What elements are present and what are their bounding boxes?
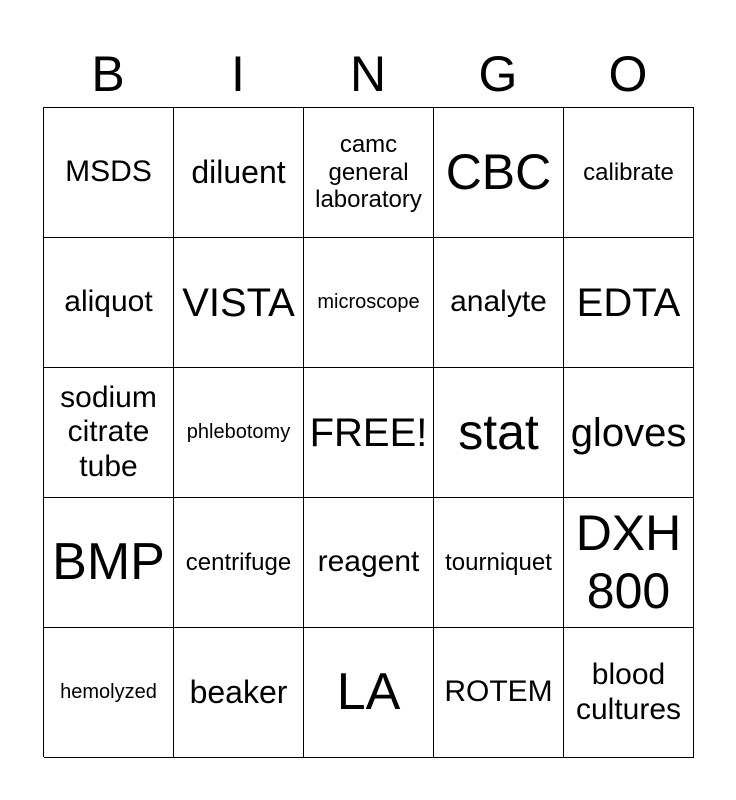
bingo-cell[interactable]: [174, 628, 304, 758]
bingo-cell[interactable]: [44, 108, 174, 238]
bingo-cell[interactable]: [304, 238, 434, 368]
bingo-cell[interactable]: [434, 108, 564, 238]
cell-label: tourniquet: [445, 548, 552, 576]
bingo-cell[interactable]: [304, 498, 434, 628]
cell-label: gloves: [570, 410, 687, 455]
cell-label: calibrate: [583, 158, 674, 186]
cell-label: BMP: [52, 532, 165, 591]
header-letter-g: G: [478, 46, 518, 102]
bingo-cell[interactable]: [434, 628, 564, 758]
bingo-cell[interactable]: [44, 368, 174, 498]
free-label: FREE!: [309, 410, 428, 455]
cell-label: analyte: [450, 285, 547, 319]
cell-label: blood cultures: [575, 658, 682, 726]
bingo-cell[interactable]: [304, 628, 434, 758]
cell-label: centrifuge: [185, 548, 292, 576]
cell-label: aliquot: [64, 285, 153, 319]
bingo-cell[interactable]: [564, 238, 694, 368]
cell-label: camc general laboratory: [315, 131, 422, 214]
cell-label: CBC: [445, 143, 552, 200]
bingo-cell[interactable]: [44, 498, 174, 628]
cell-label: VISTA: [182, 280, 295, 325]
cell-label: microscope: [317, 291, 420, 313]
bingo-cell[interactable]: [44, 238, 174, 368]
bingo-grid: [43, 107, 694, 757]
cell-label: stat: [458, 403, 539, 460]
cell-label: phlebotomy: [186, 421, 291, 443]
bingo-cell[interactable]: [174, 498, 304, 628]
bingo-cell[interactable]: [304, 108, 434, 238]
cell-label: beaker: [189, 674, 288, 711]
cell-label: MSDS: [65, 155, 152, 189]
bingo-cell[interactable]: [564, 368, 694, 498]
bingo-cell[interactable]: [174, 238, 304, 368]
cell-label: LA: [336, 662, 401, 721]
cell-label: ROTEM: [444, 675, 553, 709]
cell-label: EDTA: [576, 280, 681, 325]
bingo-cell[interactable]: [434, 498, 564, 628]
bingo-cell[interactable]: [434, 238, 564, 368]
bingo-header: [43, 44, 693, 104]
cell-label: sodium citrate tube: [60, 380, 157, 483]
header-letter-i: I: [231, 46, 245, 102]
cell-label: DXH 800: [575, 505, 682, 619]
cell-label: hemolyzed: [60, 681, 157, 703]
bingo-cell[interactable]: [564, 628, 694, 758]
cell-label: diluent: [191, 154, 286, 191]
header-letter-o: O: [608, 46, 648, 102]
bingo-cell[interactable]: [564, 498, 694, 628]
cell-label: reagent: [317, 545, 420, 579]
header-letter-n: N: [349, 46, 387, 102]
header-letter-b: B: [91, 46, 125, 102]
bingo-cell[interactable]: [564, 108, 694, 238]
bingo-cell[interactable]: [174, 368, 304, 498]
bingo-cell[interactable]: [174, 108, 304, 238]
free-space[interactable]: [304, 368, 434, 498]
bingo-cell[interactable]: [44, 628, 174, 758]
bingo-cell[interactable]: [434, 368, 564, 498]
